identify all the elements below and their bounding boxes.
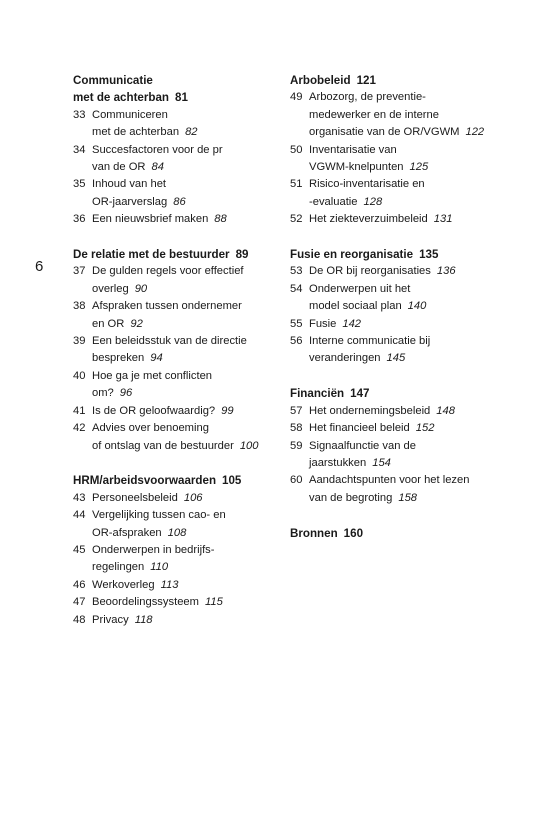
entry-page-number: 94: [150, 352, 163, 365]
entry-line: [309, 211, 500, 228]
entry-number: 50: [290, 143, 303, 156]
entry-title-text: Beoordelingssysteem: [92, 596, 199, 609]
section-page-number: 105: [222, 474, 242, 488]
entry-number: 52: [290, 213, 303, 226]
entry-line: [92, 176, 268, 193]
section-title-text: HRM/arbeidsvoorwaarden: [73, 474, 217, 488]
entry-line: [309, 472, 500, 489]
entry-title-text: OR-afspraken: [92, 526, 162, 539]
section-page-number: 89: [235, 248, 249, 262]
entry-line: [92, 507, 268, 524]
entry-title-text: Inhoud van het: [92, 178, 167, 191]
entry-line: [92, 159, 268, 176]
entry-number: 54: [290, 282, 303, 295]
entry-number: 34: [73, 143, 86, 156]
entry-line: [309, 403, 500, 420]
entry-number: 35: [73, 178, 86, 191]
entry-title-text: OR-jaarverslag: [92, 195, 168, 208]
entry-page-number: 82: [185, 126, 198, 139]
entry-line: [92, 263, 268, 280]
toc-entry: [290, 316, 500, 333]
toc-entry: [290, 420, 500, 437]
entry-page-number: 158: [398, 491, 418, 504]
section-title-line: [290, 385, 500, 402]
entry-line: [309, 420, 500, 437]
section-title: [290, 385, 500, 402]
entry-title-text: regelingen: [92, 561, 145, 574]
entry-title-text: De gulden regels voor effectief: [92, 265, 244, 278]
entry-number: 60: [290, 474, 303, 487]
section-title-text: Fusie en reorganisatie: [290, 248, 414, 262]
entry-line: [92, 438, 268, 455]
toc-entry: [290, 333, 500, 368]
entry-page-number: 86: [173, 195, 186, 208]
entry-title-text: Aandachtspunten voor het lezen: [309, 474, 470, 487]
section-title: [290, 72, 500, 89]
entry-number: 46: [73, 578, 86, 591]
toc-entry: [290, 211, 500, 228]
entry-number: 59: [290, 439, 303, 452]
section-title-line: [73, 72, 268, 89]
entry-line: [92, 612, 268, 629]
section-title-text: Bronnen: [290, 526, 338, 540]
entry-number: 40: [73, 369, 86, 382]
entry-page-number: 154: [372, 456, 391, 469]
section-page-number: 160: [343, 526, 364, 540]
toc-entry: [290, 263, 500, 280]
entry-title-text: De OR bij reorganisaties: [309, 265, 431, 278]
section-title-text: met de achterban: [73, 91, 169, 105]
entry-page-number: 122: [465, 126, 485, 139]
entry-number: 43: [73, 491, 86, 504]
entry-number: 42: [73, 422, 86, 435]
entry-title-text: Communiceren: [92, 108, 168, 121]
entry-title-text: en OR: [92, 317, 125, 330]
entry-title-text: Signaalfunctie van de: [309, 439, 416, 452]
section-title-line: [290, 525, 500, 542]
section-title-line: [290, 246, 500, 263]
entry-page-number: 145: [386, 352, 406, 365]
entry-title-text: -evaluatie: [309, 195, 358, 208]
entry-page-number: 136: [436, 265, 456, 278]
entry-number: 48: [73, 613, 86, 626]
entry-line: [309, 107, 500, 124]
entry-number: 53: [290, 265, 303, 278]
entry-title-text: Privacy: [92, 613, 129, 626]
entry-number: 45: [73, 543, 86, 556]
entry-line: [92, 350, 268, 367]
toc-entry: [290, 176, 500, 211]
entry-line: [92, 142, 268, 159]
toc-entry: [73, 577, 268, 594]
entry-line: [92, 385, 268, 402]
toc-entry: [73, 612, 268, 629]
entry-title-text: Personeelsbeleid: [92, 491, 178, 504]
entry-line: [309, 350, 500, 367]
entry-title-text: met de achterban: [92, 126, 180, 139]
entry-title-text: Een nieuwsbrief maken: [92, 213, 209, 226]
entry-line: [92, 107, 268, 124]
toc-entry: [290, 403, 500, 420]
section-title: [290, 246, 500, 263]
section-title-line: [73, 89, 268, 106]
entry-title-text: model sociaal plan: [309, 300, 402, 313]
toc-section: [290, 385, 500, 507]
section-page-number: 81: [175, 91, 188, 105]
entry-title-text: Het financieel beleid: [309, 422, 410, 435]
entry-title-text: Advies over benoeming: [92, 422, 209, 435]
entry-number: 37: [73, 265, 86, 278]
entry-title-text: Risico-inventarisatie en: [309, 178, 425, 191]
entry-line: [309, 455, 500, 472]
section-title: [73, 72, 268, 107]
entry-number: 33: [73, 108, 86, 121]
entry-line: [92, 594, 268, 611]
toc-entry: [73, 333, 268, 368]
entry-page-number: 100: [239, 439, 259, 452]
entry-line: [309, 194, 500, 211]
entry-line: [92, 577, 268, 594]
entry-number: 41: [73, 404, 86, 417]
entry-page-number: 142: [342, 317, 362, 330]
entry-page-number: 128: [363, 195, 383, 208]
entry-page-number: 113: [160, 578, 179, 591]
entry-title-text: Werkoverleg: [92, 578, 155, 591]
section-page-number: 147: [350, 387, 370, 401]
toc-entry: [73, 107, 268, 142]
entry-title-text: Afspraken tussen ondernemer: [92, 300, 242, 313]
toc-section: [290, 246, 500, 368]
entry-number: 58: [290, 422, 303, 435]
entry-title-text: overleg: [92, 282, 129, 295]
entry-number: 55: [290, 317, 303, 330]
entry-title-text: veranderingen: [309, 352, 381, 365]
page-number: 6: [35, 258, 44, 275]
entry-number: 38: [73, 300, 86, 313]
toc-section: [73, 472, 268, 629]
entry-title-text: jaarstukken: [309, 456, 367, 469]
entry-line: [92, 124, 268, 141]
section-title-line: [73, 472, 268, 489]
entry-title-text: VGWM-knelpunten: [309, 161, 404, 174]
toc-entry: [73, 368, 268, 403]
section-title: [73, 472, 268, 489]
toc-entry: [290, 89, 500, 141]
entry-line: [92, 403, 268, 420]
toc-entry: [73, 142, 268, 177]
toc-entry: [290, 142, 500, 177]
section-title-text: Financiën: [290, 387, 345, 401]
entry-title-text: Interne communicatie bij: [309, 335, 431, 348]
toc-entry: [73, 490, 268, 507]
entry-line: [309, 438, 500, 455]
section-title: [73, 246, 268, 263]
entry-line: [309, 89, 500, 106]
toc-entry: [73, 263, 268, 298]
entry-title-text: Vergelijking tussen cao- en: [92, 509, 226, 522]
entry-title-text: organisatie van de OR/VGWM: [309, 126, 460, 139]
entry-number: 57: [290, 404, 303, 417]
entry-line: [309, 124, 500, 141]
entry-line: [92, 298, 268, 315]
entry-page-number: 99: [221, 404, 234, 417]
entry-line: [92, 194, 268, 211]
entry-number: 47: [73, 596, 86, 609]
entry-number: 39: [73, 335, 86, 348]
entry-page-number: 90: [134, 282, 148, 295]
toc-entry: [290, 472, 500, 507]
entry-page-number: 152: [415, 422, 435, 435]
entry-title-text: van de OR: [92, 161, 146, 174]
entry-page-number: 88: [214, 213, 227, 226]
entry-page-number: 106: [183, 491, 203, 504]
entry-page-number: 92: [130, 317, 143, 330]
toc-section: [73, 72, 268, 229]
entry-title-text: van de begroting: [309, 491, 393, 504]
entry-title-text: Onderwerpen uit het: [309, 282, 411, 295]
entry-line: [309, 281, 500, 298]
entry-title-text: Het ziekteverzuimbeleid: [309, 213, 428, 226]
entry-title-text: Een beleidsstuk van de directie: [92, 335, 247, 348]
entry-number: 51: [290, 178, 303, 191]
toc-entry: [73, 594, 268, 611]
entry-line: [92, 542, 268, 559]
toc-entry: [73, 403, 268, 420]
toc-entry: [290, 438, 500, 473]
entry-number: 49: [290, 91, 303, 104]
entry-title-text: Arbozorg, de preventie-: [309, 91, 426, 104]
entry-line: [309, 316, 500, 333]
entry-title-text: Inventarisatie van: [309, 143, 397, 156]
entry-title-text: Is de OR geloofwaardig?: [92, 404, 216, 417]
entry-title-text: Hoe ga je met conflicten: [92, 369, 213, 382]
entry-line: [309, 333, 500, 350]
entry-page-number: 131: [433, 213, 453, 226]
toc-entry: [73, 176, 268, 211]
entry-line: [92, 281, 268, 298]
entry-number: 36: [73, 213, 86, 226]
entry-line: [92, 316, 268, 333]
entry-line: [92, 559, 268, 576]
section-title-text: De relatie met de bestuurder: [73, 248, 230, 262]
entry-line: [92, 333, 268, 350]
toc-column-right: [290, 72, 500, 559]
section-title-line: [290, 72, 500, 89]
entry-number: 44: [73, 509, 86, 522]
entry-line: [92, 525, 268, 542]
entry-title-text: of ontslag van de bestuurder: [92, 439, 234, 452]
entry-line: [92, 368, 268, 385]
toc-entry: [73, 542, 268, 577]
section-title-text: Arbobeleid: [290, 74, 351, 87]
toc-column-left: [73, 72, 268, 646]
toc-entry: [73, 298, 268, 333]
entry-title-text: Het ondernemingsbeleid: [309, 404, 431, 417]
entry-number: 56: [290, 335, 303, 348]
entry-page-number: 96: [119, 387, 133, 400]
section-page-number: 121: [356, 74, 376, 87]
entry-line: [309, 176, 500, 193]
entry-page-number: 148: [436, 404, 455, 417]
entry-title-text: Succesfactoren voor de pr: [92, 143, 223, 156]
entry-page-number: 125: [409, 161, 429, 174]
toc-entry: [290, 281, 500, 316]
entry-line: [309, 159, 500, 176]
toc-entry: [73, 420, 268, 455]
entry-title-text: Fusie: [309, 317, 337, 330]
entry-line: [309, 142, 500, 159]
entry-page-number: 84: [151, 161, 164, 174]
entry-line: [309, 298, 500, 315]
entry-line: [92, 211, 268, 228]
toc-entry: [73, 507, 268, 542]
entry-title-text: om?: [92, 387, 114, 400]
entry-page-number: 118: [134, 613, 153, 626]
section-page-number: 135: [419, 248, 439, 262]
toc-section: [290, 72, 500, 229]
section-title-text: Communicatie: [73, 74, 153, 87]
entry-page-number: 108: [167, 526, 187, 539]
entry-page-number: 110: [150, 561, 169, 574]
section-title-line: [73, 246, 268, 263]
entry-line: [92, 420, 268, 437]
toc-section: [290, 525, 500, 542]
entry-page-number: 140: [407, 300, 427, 313]
entry-page-number: 115: [204, 596, 223, 609]
entry-title-text: medewerker en de interne: [309, 108, 439, 121]
toc-section: [73, 246, 268, 455]
entry-line: [309, 263, 500, 280]
entry-line: [92, 490, 268, 507]
section-title: [290, 525, 500, 542]
entry-title-text: Onderwerpen in bedrijfs-: [92, 543, 215, 556]
toc-entry: [73, 211, 268, 228]
entry-line: [309, 490, 500, 507]
entry-title-text: bespreken: [92, 352, 145, 365]
